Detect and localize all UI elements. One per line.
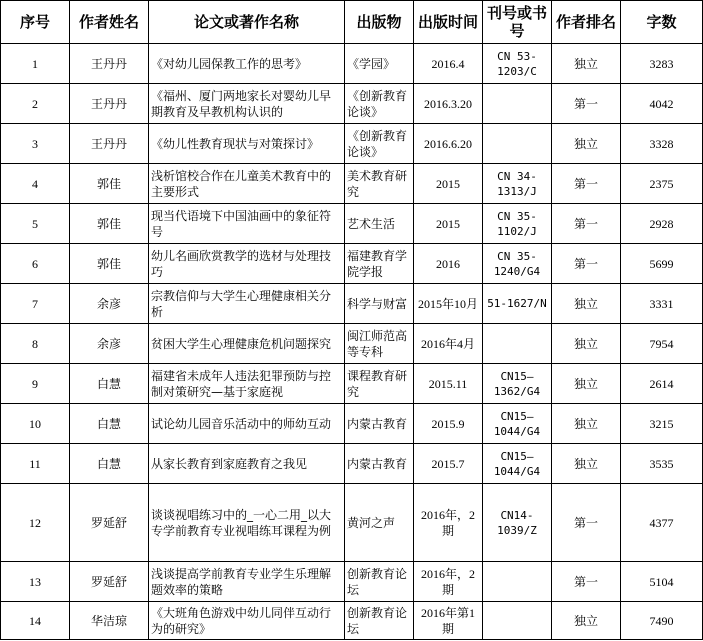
cell-title-text: 福建省未成年人违法犯罪预防与控制对策研究—基于家庭视 [151, 368, 332, 399]
cell-publication-text: 创新教育论坛 [347, 605, 408, 636]
cell-title-text: 贫困大学生心理健康危机问题探究 [151, 336, 332, 351]
table-row [1, 562, 703, 602]
cell-rank: 独立 [552, 444, 621, 484]
cell-words: 3331 [621, 284, 703, 324]
header-row [1, 1, 703, 44]
cell-title-text: 《幼儿性教育现状与对策探讨》 [151, 136, 320, 151]
cell-publication-text: 内蒙古教育 [347, 416, 408, 431]
cell-issn: CN 34-1313/J [483, 164, 552, 204]
cell-publication: 黄河之声 [345, 484, 414, 562]
table-row [1, 204, 703, 244]
cell-publication-text: 美术教育研究 [347, 168, 408, 199]
cell-author: 郭佳 [70, 204, 149, 244]
cell-date: 2016年第1期 [414, 602, 483, 640]
cell-rank: 独立 [552, 602, 621, 640]
cell-words: 5104 [621, 562, 703, 602]
cell-issn [483, 124, 552, 164]
cell-issn [483, 324, 552, 364]
cell-publication-text: 科学与财富 [347, 296, 408, 311]
table-row [1, 164, 703, 204]
header-author: 作者姓名 [70, 1, 149, 44]
cell-author: 余彦 [70, 324, 149, 364]
cell-publication [345, 124, 414, 164]
cell-title-text: 浅析馆校合作在儿童美术教育中的主要形式 [151, 168, 332, 199]
cell-title [149, 444, 345, 484]
cell-title [149, 204, 345, 244]
cell-date: 2015 [414, 164, 483, 204]
cell-title-text: 《福州、厦门两地家长对婴幼儿早期教育及早教机构认识的 [151, 88, 332, 119]
cell-no: 7 [1, 284, 70, 324]
cell-title [149, 324, 345, 364]
cell-issn: CN14-1039/Z [483, 484, 552, 562]
table-row [1, 124, 703, 164]
cell-words: 7954 [621, 324, 703, 364]
cell-publication [345, 204, 414, 244]
cell-issn: CN15—1044/G4 [483, 444, 552, 484]
cell-publication [345, 284, 414, 324]
cell-publication [345, 602, 414, 640]
cell-publication [345, 324, 414, 364]
cell-words: 3535 [621, 444, 703, 484]
cell-no: 10 [1, 404, 70, 444]
cell-words: 4042 [621, 84, 703, 124]
cell-rank: 独立 [552, 324, 621, 364]
cell-title [149, 404, 345, 444]
cell-no: 1 [1, 44, 70, 84]
cell-date: 2015.9 [414, 404, 483, 444]
cell-date: 2016 [414, 244, 483, 284]
header-publication: 出版物 [345, 1, 414, 44]
cell-no: 11 [1, 444, 70, 484]
cell-words: 7490 [621, 602, 703, 640]
cell-title [149, 284, 345, 324]
cell-date: 2016.3.20 [414, 84, 483, 124]
cell-issn: CN 35-1240/G4 [483, 244, 552, 284]
cell-publication-text: 课程教育研究 [347, 368, 408, 399]
cell-date: 2015.7 [414, 444, 483, 484]
table-row [1, 244, 703, 284]
cell-date: 2016.4 [414, 44, 483, 84]
cell-title-text: 《对幼儿园保教工作的思考》 [151, 56, 308, 71]
cell-no: 12 [1, 484, 70, 562]
cell-issn [483, 562, 552, 602]
cell-author: 王丹丹 [70, 84, 149, 124]
cell-issn [483, 84, 552, 124]
cell-rank: 第一 [552, 204, 621, 244]
cell-author: 罗延舒 [70, 562, 149, 602]
cell-author: 余彦 [70, 284, 149, 324]
cell-publication-text: 《创新教育论谈》 [347, 128, 408, 159]
cell-title [149, 602, 345, 640]
cell-publication [345, 404, 414, 444]
cell-rank: 独立 [552, 364, 621, 404]
cell-publication [345, 364, 414, 404]
cell-author: 白慧 [70, 364, 149, 404]
cell-publication-text: 福建教育学院学报 [347, 248, 408, 279]
cell-author: 王丹丹 [70, 44, 149, 84]
table-row [1, 84, 703, 124]
cell-date: 2015年10月 [414, 284, 483, 324]
cell-rank: 独立 [552, 284, 621, 324]
cell-date: 2015.11 [414, 364, 483, 404]
table-row [1, 484, 703, 562]
cell-date: 2016年4月 [414, 324, 483, 364]
header-no: 序号 [1, 1, 70, 44]
cell-rank: 第一 [552, 484, 621, 562]
header-title: 论文或著作名称 [149, 1, 345, 44]
table-row [1, 284, 703, 324]
cell-title: 谈谈视唱练习中的_一心二用_以大专学前教育专业视唱练耳课程为例 [149, 484, 345, 562]
header-issn: 刊号或书号 [483, 1, 552, 44]
cell-publication-text: 《学园》 [347, 56, 396, 71]
cell-title-text: 《大班角色游戏中幼儿同伴互动行为的研究》 [151, 605, 332, 636]
cell-author: 郭佳 [70, 244, 149, 284]
cell-title [149, 244, 345, 284]
table-row [1, 324, 703, 364]
cell-title-text: 宗教信仰与大学生心理健康相关分析 [151, 288, 332, 319]
cell-words: 2614 [621, 364, 703, 404]
cell-title-text: 试论幼儿园音乐活动中的师幼互动 [151, 416, 332, 431]
cell-issn [483, 602, 552, 640]
cell-author: 白慧 [70, 404, 149, 444]
cell-date: 2016年，2期 [414, 562, 483, 602]
cell-publication-text: 内蒙古教育 [347, 456, 408, 471]
cell-no: 2 [1, 84, 70, 124]
cell-no: 14 [1, 602, 70, 640]
cell-words: 5699 [621, 244, 703, 284]
cell-publication-text: 艺术生活 [347, 216, 396, 231]
cell-no: 13 [1, 562, 70, 602]
cell-title [149, 364, 345, 404]
table-row [1, 404, 703, 444]
cell-author: 罗延舒 [70, 484, 149, 562]
cell-publication [345, 84, 414, 124]
cell-author: 郭佳 [70, 164, 149, 204]
cell-title [149, 124, 345, 164]
cell-date: 2016.6.20 [414, 124, 483, 164]
cell-title-text: 浅谈提高学前教育专业学生乐理解题效率的策略 [151, 566, 332, 597]
cell-rank: 第一 [552, 244, 621, 284]
cell-publication [345, 164, 414, 204]
cell-rank: 第一 [552, 562, 621, 602]
cell-title-text: 从家长教育到家庭教育之我见 [151, 456, 308, 471]
cell-rank: 第一 [552, 84, 621, 124]
cell-no: 4 [1, 164, 70, 204]
cell-no: 8 [1, 324, 70, 364]
cell-author: 白慧 [70, 444, 149, 484]
cell-publication [345, 444, 414, 484]
cell-words: 3328 [621, 124, 703, 164]
cell-title-text: 现当代语境下中国油画中的象征符号 [151, 208, 332, 239]
header-rank: 作者排名 [552, 1, 621, 44]
table-row [1, 602, 703, 640]
cell-publication [345, 244, 414, 284]
cell-publication-text: 创新教育论坛 [347, 566, 408, 597]
cell-issn: CN 35-1102/J [483, 204, 552, 244]
cell-words: 3283 [621, 44, 703, 84]
cell-title-text: 幼儿名画欣赏教学的选材与处理技巧 [151, 248, 332, 279]
cell-no: 3 [1, 124, 70, 164]
cell-rank: 独立 [552, 124, 621, 164]
cell-title [149, 164, 345, 204]
cell-issn: 51-1627/N [483, 284, 552, 324]
cell-rank: 独立 [552, 404, 621, 444]
cell-author: 华洁琼 [70, 602, 149, 640]
table-row [1, 44, 703, 84]
cell-words: 3215 [621, 404, 703, 444]
cell-rank: 第一 [552, 164, 621, 204]
cell-publication-text: 《创新教育论谈》 [347, 88, 408, 119]
cell-issn: CN15—1362/G4 [483, 364, 552, 404]
cell-publication [345, 44, 414, 84]
cell-no: 9 [1, 364, 70, 404]
cell-words: 4377 [621, 484, 703, 562]
header-date: 出版时间 [414, 1, 483, 44]
cell-no: 5 [1, 204, 70, 244]
cell-publication [345, 562, 414, 602]
cell-date: 2016年，2期 [414, 484, 483, 562]
table-row [1, 444, 703, 484]
cell-title [149, 44, 345, 84]
cell-words: 2375 [621, 164, 703, 204]
cell-title [149, 84, 345, 124]
header-words: 字数 [621, 1, 703, 44]
cell-author: 王丹丹 [70, 124, 149, 164]
cell-publication-text: 闽江师范高等专科 [347, 328, 408, 359]
cell-rank: 独立 [552, 44, 621, 84]
table-row [1, 364, 703, 404]
cell-title [149, 562, 345, 602]
cell-words: 2928 [621, 204, 703, 244]
cell-date: 2015 [414, 204, 483, 244]
cell-issn: CN15—1044/G4 [483, 404, 552, 444]
cell-no: 6 [1, 244, 70, 284]
cell-issn: CN 53-1203/C [483, 44, 552, 84]
